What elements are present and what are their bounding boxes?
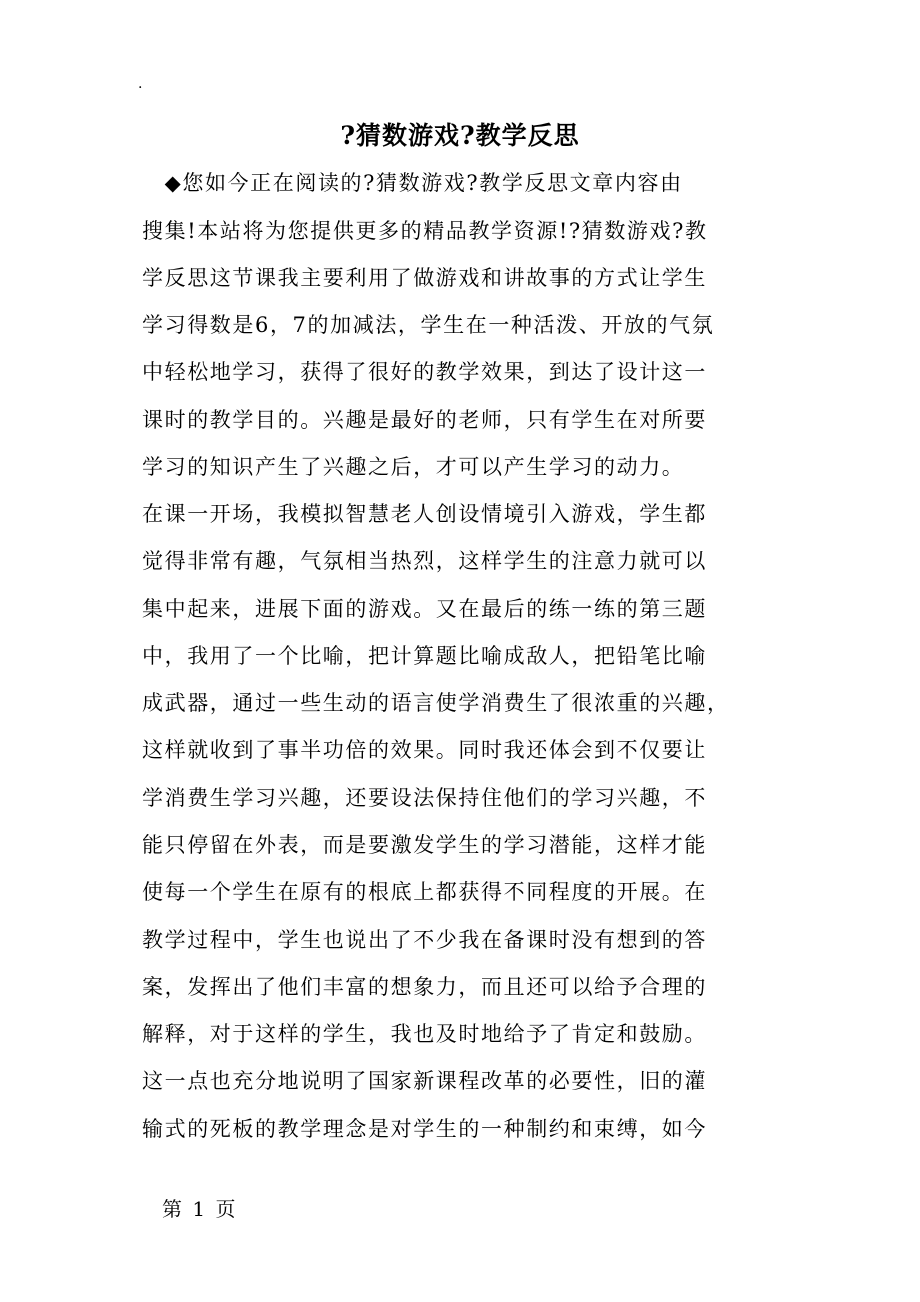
body-line: 课时的教学目的。兴趣是最好的老师，只有学生在对所要 [142, 408, 707, 432]
body-line: 学习得数是6，7的加减法，学生在一种活泼、开放的气氛 [142, 313, 715, 337]
body-line: 觉得非常有趣，气氛相当热烈，这样学生的注意力就可以 [142, 549, 707, 573]
body-line: 中，我用了一个比喻，把计算题比喻成敌人，把铅笔比喻 [142, 644, 707, 668]
body-line: 中轻松地学习，获得了很好的教学效果，到达了设计这一 [142, 360, 707, 384]
body-line: 解释，对于这样的学生，我也及时地给予了肯定和鼓励。 [142, 1022, 707, 1046]
body-line: 成武器，通过一些生动的语言使学消费生了很浓重的兴趣， [142, 691, 730, 715]
body-line: 集中起来，进展下面的游戏。又在最后的练一练的第三题 [142, 597, 707, 621]
body-line: 使每一个学生在原有的根底上都获得不同程度的开展。在 [142, 880, 707, 904]
body-line: 学消费生学习兴趣，还要设法保持住他们的学习兴趣，不 [142, 786, 707, 810]
page-number: 第 1 页 [162, 1197, 238, 1221]
body-line: 这一点也充分地说明了国家新课程改革的必要性，旧的灌 [142, 1069, 707, 1093]
document-title: ?猜数游戏?教学反思 [340, 121, 580, 150]
body-line: 能只停留在外表，而是要激发学生的学习潜能，这样才能 [142, 833, 707, 857]
body-line: 这样就收到了事半功倍的效果。同时我还体会到不仅要让 [142, 738, 707, 762]
body-line: 在课一开场，我模拟智慧老人创设情境引入游戏，学生都 [142, 502, 707, 526]
body-line: 教学过程中，学生也说出了不少我在备课时没有想到的答 [142, 928, 707, 952]
body-line: 学反思这节课我主要利用了做游戏和讲故事的方式让学生 [142, 266, 707, 290]
page-marker: . [138, 76, 143, 92]
body-line: 搜集!本站将为您提供更多的精品教学资源!?猜数游戏?教 [142, 219, 708, 243]
body-line: 输式的死板的教学理念是对学生的一种制约和束缚，如今 [142, 1117, 707, 1141]
body-line: 案，发挥出了他们丰富的想象力，而且还可以给予合理的 [142, 975, 707, 999]
body-line: 学习的知识产生了兴趣之后，才可以产生学习的动力。 [142, 455, 685, 479]
body-line: ◆您如今正在阅读的?猜数游戏?教学反思文章内容由 [142, 171, 683, 195]
